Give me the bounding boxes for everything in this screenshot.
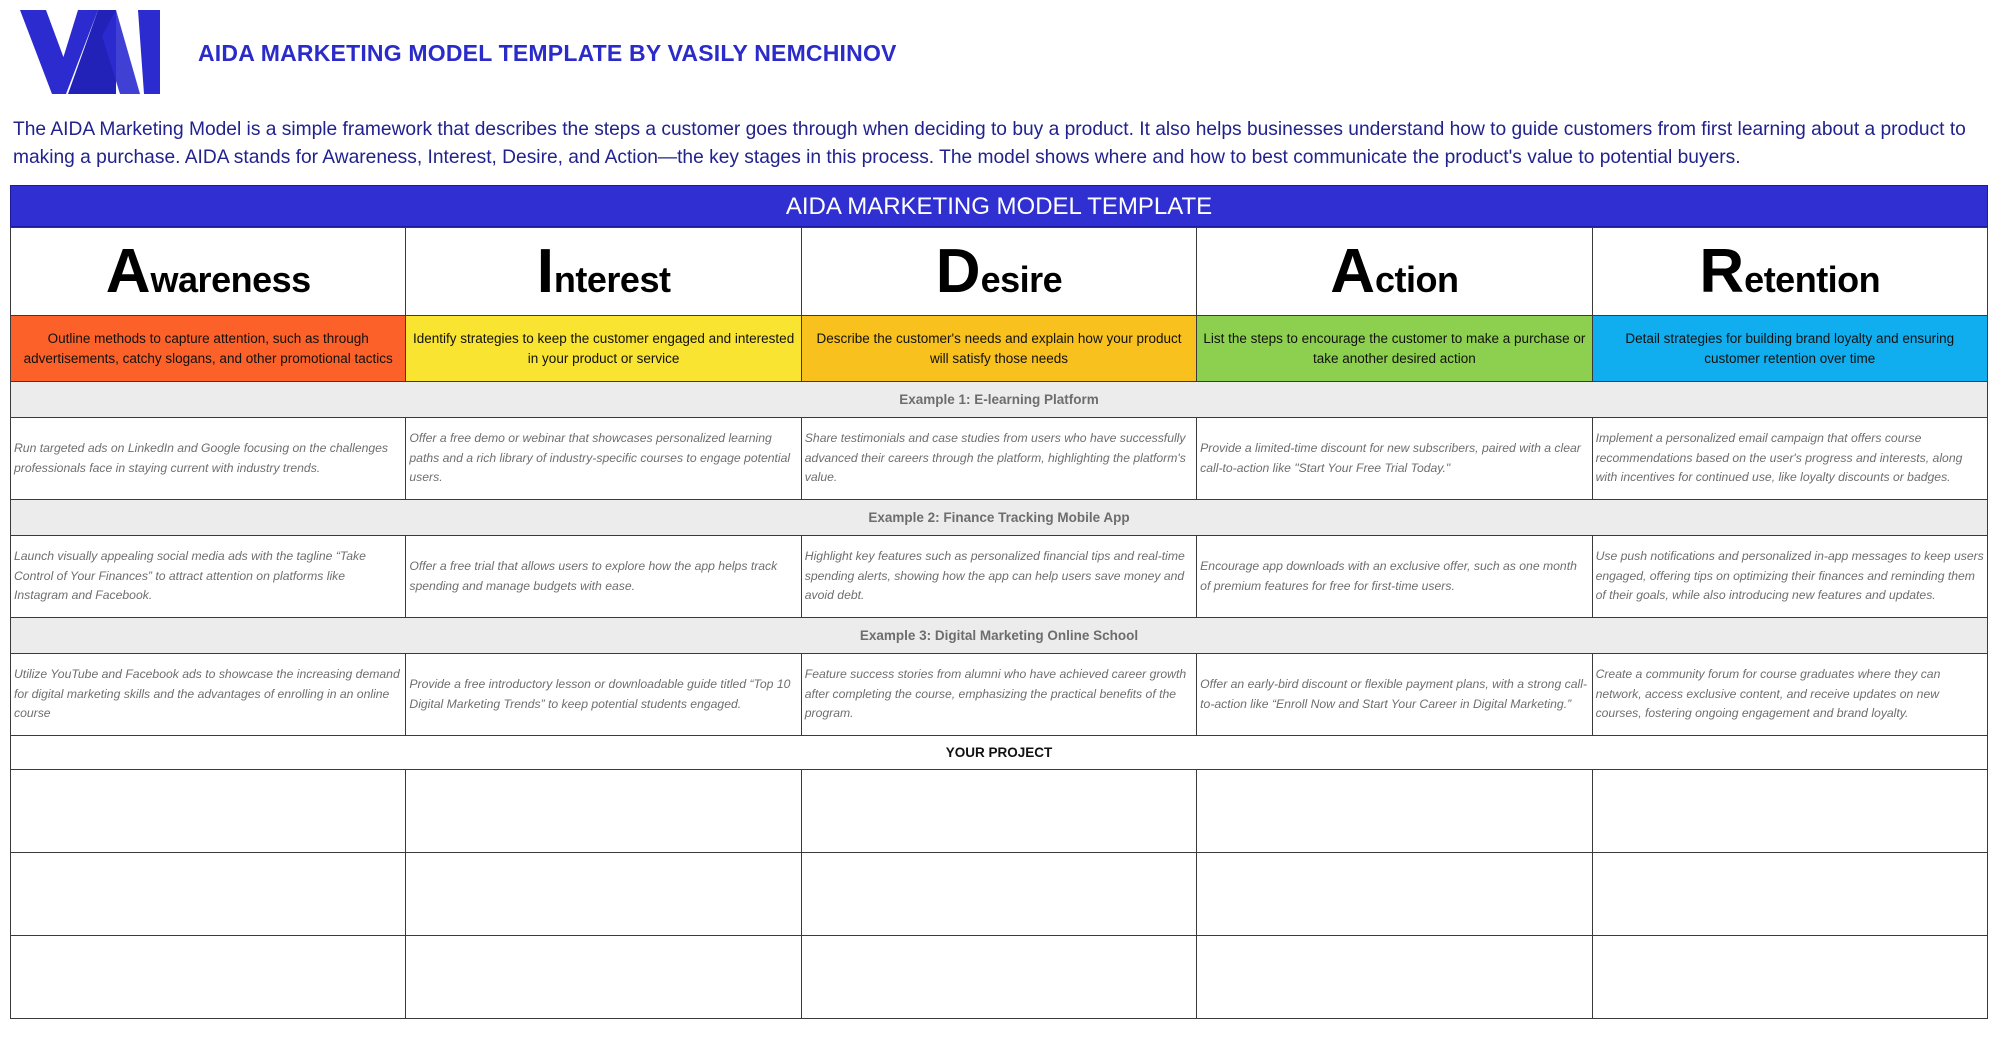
your-project-label: YOUR PROJECT [11, 736, 1988, 770]
project-cell-action[interactable] [1197, 853, 1592, 936]
example-header-row [11, 618, 1988, 654]
stage-interest [406, 228, 801, 316]
example-cell-desire: Feature success stories from alumni who have achieved career growth after completing the course, emphasizing the practical benefits of the program. [801, 654, 1196, 736]
stage-action [1197, 228, 1592, 316]
project-cell-awareness[interactable] [11, 853, 406, 936]
stage-initial: A [105, 237, 151, 306]
example-title: Example 3: Digital Marketing Online School [11, 618, 1988, 654]
example-cell-desire: Highlight key features such as personalized financial tips and real-time spending alerts, showing how the app can help users save money and avoid debt. [801, 536, 1196, 618]
project-cell-retention[interactable] [1592, 770, 1987, 853]
example-header-row [11, 382, 1988, 418]
project-cell-desire[interactable] [801, 936, 1196, 1019]
example-content-row [11, 418, 1988, 500]
aida-template-sheet [10, 185, 1988, 1019]
retention-description: Detail strategies for building brand loyalty and ensuring customer retention over time [1592, 316, 1987, 382]
your-project-header-row [11, 736, 1988, 770]
stage-rest: nterest [553, 259, 671, 300]
project-cell-desire[interactable] [801, 770, 1196, 853]
project-cell-action[interactable] [1197, 770, 1592, 853]
stage-desire [801, 228, 1196, 316]
example-cell-action: Provide a limited-time discount for new subscribers, paired with a clear call-to-action like "Start Your Free Trial Today." [1197, 418, 1592, 500]
document-title: AIDA MARKETING MODEL TEMPLATE BY VASILY NEMCHINOV [198, 40, 897, 66]
example-content-row [11, 654, 1988, 736]
desire-description: Describe the customer's needs and explain how your product will satisfy those needs [801, 316, 1196, 382]
stage-rest: esire [980, 259, 1063, 300]
aida-table [10, 227, 1988, 1019]
template-banner: AIDA MARKETING MODEL TEMPLATE [10, 185, 1988, 227]
example-cell-desire: Share testimonials and case studies from users who have successfully advanced their careers through the platform, highlighting the platform's value. [801, 418, 1196, 500]
stage-rest: etention [1744, 259, 1881, 300]
interest-description: Identify strategies to keep the customer engaged and interested in your product or service [406, 316, 801, 382]
example-title: Example 2: Finance Tracking Mobile App [11, 500, 1988, 536]
project-cell-awareness[interactable] [11, 770, 406, 853]
example-cell-retention: Create a community forum for course graduates where they can network, access exclusive content, and receive updates on new courses, fostering ongoing engagement and brand loyalty. [1592, 654, 1987, 736]
vn-logo-icon [20, 8, 165, 94]
example-cell-action: Offer an early-bird discount or flexible payment plans, with a strong call-to-action like “Enroll Now and Start Your Career in Digital Marketing.” [1197, 654, 1592, 736]
example-content-row [11, 536, 1988, 618]
stage-awareness [11, 228, 406, 316]
stage-description-row [11, 316, 1988, 382]
stage-rest: ction [1375, 259, 1459, 300]
stage-initial: D [935, 237, 981, 306]
project-cell-retention[interactable] [1592, 936, 1987, 1019]
project-cell-desire[interactable] [801, 853, 1196, 936]
example-header-row [11, 500, 1988, 536]
example-cell-awareness: Launch visually appealing social media ads with the tagline “Take Control of Your Finances” to attract attention on platforms like Instagram and Facebook. [11, 536, 406, 618]
intro-paragraph: The AIDA Marketing Model is a simple framework that describes the steps a customer goes through when deciding to buy a product. It also helps businesses understand how to guide customers from first learning about a product to making a purchase. AIDA stands for Awareness, Interest, Desire, and Action—the key stages in this process. The model shows where and how to best communicate the product's value to potential buyers. [13, 119, 1966, 168]
stage-heading-row [11, 228, 1988, 316]
example-cell-action: Encourage app downloads with an exclusive offer, such as one month of premium features for free for first-time users. [1197, 536, 1592, 618]
project-cell-action[interactable] [1197, 936, 1592, 1019]
project-cell-awareness[interactable] [11, 936, 406, 1019]
stage-initial: R [1699, 237, 1745, 306]
stage-initial: A [1330, 237, 1375, 306]
example-cell-interest: Offer a free demo or webinar that showcases personalized learning paths and a rich library of industry-specific courses to engage potential users. [406, 418, 801, 500]
example-cell-retention: Implement a personalized email campaign that offers course recommendations based on the user's progress and interests, along with incentives for continued use, like loyalty discounts or badges. [1592, 418, 1987, 500]
example-cell-interest: Offer a free trial that allows users to explore how the app helps track spending and manage budgets with ease. [406, 536, 801, 618]
project-input-row [11, 936, 1988, 1019]
project-cell-interest[interactable] [406, 853, 801, 936]
stage-retention [1592, 228, 1987, 316]
example-cell-awareness: Run targeted ads on LinkedIn and Google focusing on the challenges professionals face in staying current with industry trends. [11, 418, 406, 500]
example-cell-interest: Provide a free introductory lesson or downloadable guide titled “Top 10 Digital Marketing Trends” to keep potential students engaged. [406, 654, 801, 736]
project-input-row [11, 770, 1988, 853]
project-cell-retention[interactable] [1592, 853, 1987, 936]
action-description: List the steps to encourage the customer to make a purchase or take another desired action [1197, 316, 1592, 382]
example-cell-retention: Use push notifications and personalized in-app messages to keep users engaged, offering tips on optimizing their finances and reminding them of their goals, while also introducing new features and updates. [1592, 536, 1987, 618]
project-input-row [11, 853, 1988, 936]
project-cell-interest[interactable] [406, 936, 801, 1019]
example-cell-awareness: Utilize YouTube and Facebook ads to showcase the increasing demand for digital marketing skills and the advantages of enrolling in an online course [11, 654, 406, 736]
example-title: Example 1: E-learning Platform [11, 382, 1988, 418]
stage-rest: wareness [150, 259, 311, 300]
stage-initial: I [536, 237, 554, 306]
project-cell-interest[interactable] [406, 770, 801, 853]
awareness-description: Outline methods to capture attention, such as through advertisements, catchy slogans, and other promotional tactics [11, 316, 406, 382]
